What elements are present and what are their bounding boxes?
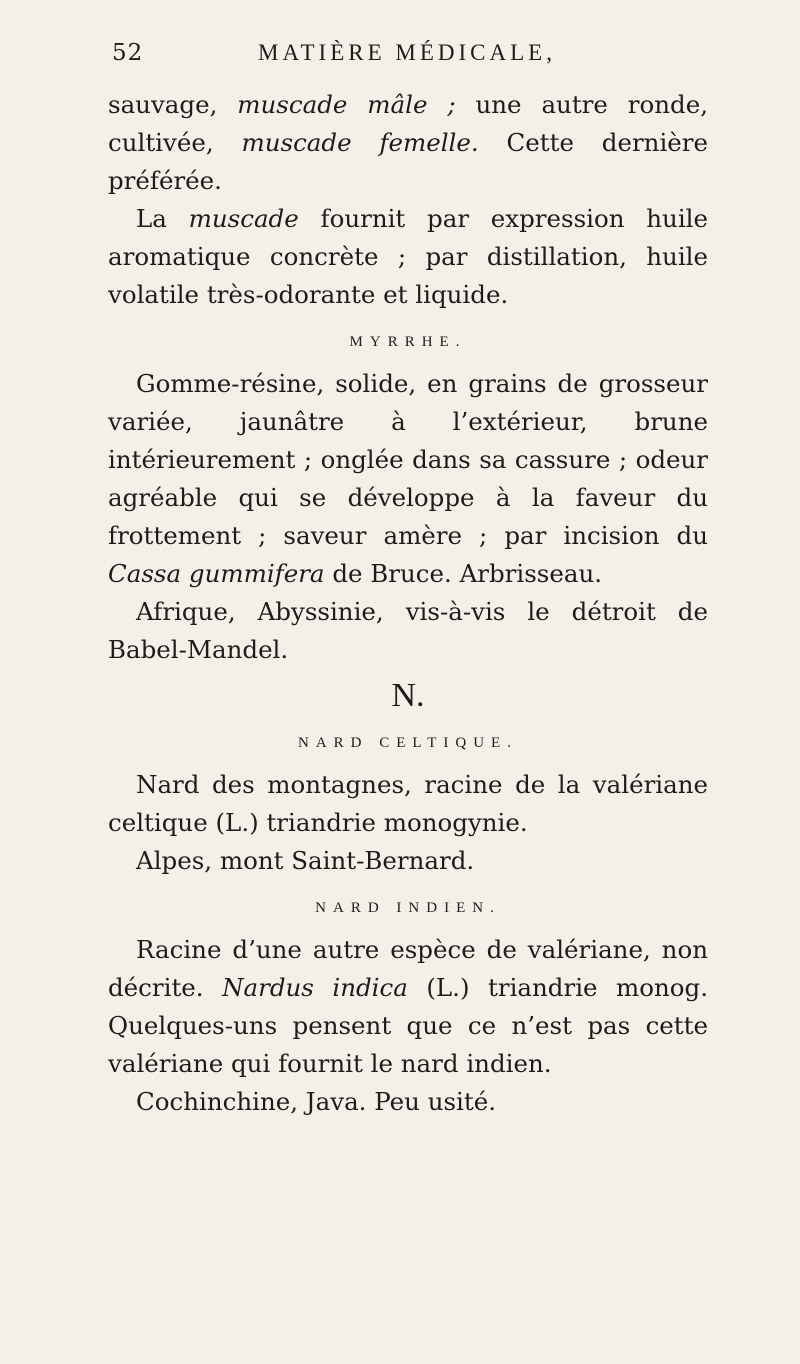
section-heading-nard-indien: NARD INDIEN.	[315, 900, 501, 916]
running-title: MATIÈRE MÉDICALE,	[258, 40, 556, 65]
nard-celtique-paragraph-2: Alpes, mont Saint-Bernard.	[136, 846, 475, 875]
opening-paragraph-1	[108, 86, 708, 200]
italic-term-cassa-gummifera: Cassa gummifera	[108, 559, 325, 588]
running-head	[108, 40, 708, 86]
italic-term-muscade: muscade	[188, 204, 299, 233]
nard-celtique-paragraph-1: Nard des montagnes, racine de la valériane celtique (L.) triandrie monogynie.	[108, 770, 708, 837]
nard-indien-paragraph-1	[108, 931, 708, 1083]
italic-term-muscade-male: muscade mâle ;	[237, 90, 456, 119]
letter-heading: N.	[391, 677, 425, 714]
text-segment: sauvage,	[108, 90, 238, 119]
section-heading-nard-celtique: NARD CELTIQUE.	[298, 735, 518, 751]
text-segment: La	[136, 204, 189, 233]
text-segment: Cette dernière préférée.	[108, 128, 708, 195]
myrrhe-section	[108, 365, 708, 669]
myrrhe-paragraph-1	[108, 365, 708, 593]
section-heading-myrrhe: MYRRHE.	[349, 334, 467, 350]
text-segment: (L.) triandrie monog. Quelques-uns pensent que ce n’est pas cette valériane qui fournit le nard indien.	[108, 973, 709, 1078]
opening-paragraph-2	[108, 200, 708, 314]
italic-term-nardus-indica: Nardus indica	[222, 973, 408, 1002]
opening-section	[108, 86, 708, 314]
myrrhe-paragraph-2: Afrique, Abyssinie, vis-à-vis le détroit de Babel-Mandel.	[108, 597, 708, 664]
italic-term-muscade-femelle: muscade femelle.	[241, 128, 479, 157]
page-number: 52	[112, 40, 144, 66]
nard-celtique-section	[108, 766, 708, 880]
text-segment: de Bruce. Arbrisseau.	[324, 559, 603, 588]
page-content	[108, 40, 708, 1121]
text-segment: Gomme-résine, solide, en grains de grosseur variée, jaunâtre à l’extérieur, brune intérieurement ; onglée dans sa cassure ; odeur agréable qui se développe à la faveur du frottement ; saveur amère ; par incision du	[108, 369, 708, 550]
text-segment: une autre ronde, cultivée,	[108, 90, 708, 157]
text-segment: fournit par expression huile aromatique concrète ; par distillation, huile volatile très-odorante et liquide.	[108, 204, 708, 309]
text-segment: Racine d’une autre espèce de valériane, non décrite.	[108, 935, 708, 1002]
nard-indien-paragraph-2: Cochinchine, Java. Peu usité.	[136, 1087, 497, 1116]
nard-indien-section	[108, 931, 708, 1121]
